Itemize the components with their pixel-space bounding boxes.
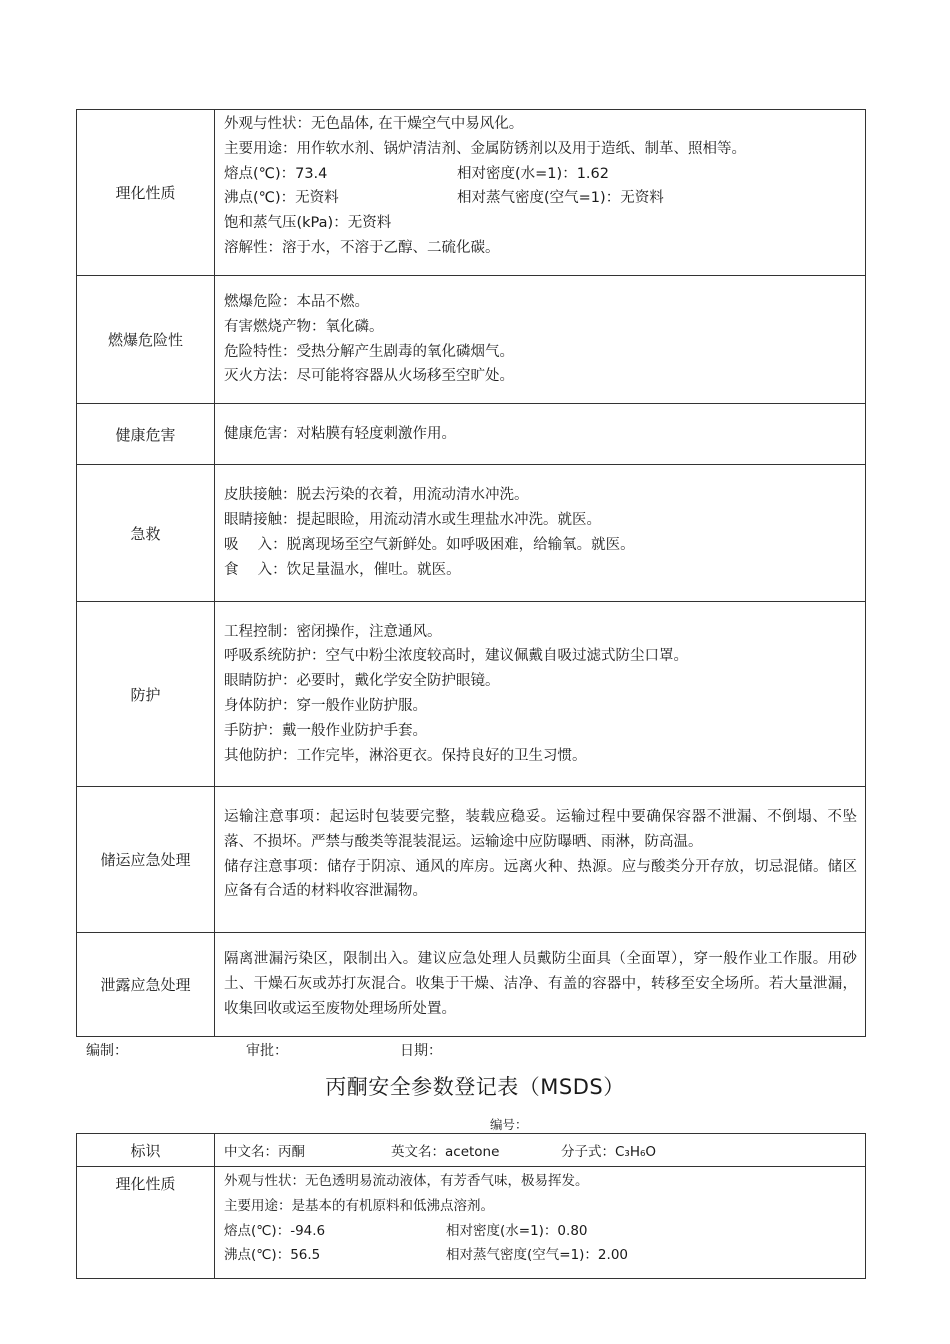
text-line: 有害燃烧产物：氧化磷。 — [224, 318, 384, 335]
vapor-density: 相对蒸气密度(空气=1)：无资料 — [457, 190, 664, 207]
section-content — [215, 404, 866, 465]
msds-table-1 — [76, 109, 866, 1037]
compiled-by-label: 编制： — [86, 1043, 128, 1059]
text-line: 主要用途：用作软水剂、锅炉清洁剂、金属防锈剂以及用于造纸、制革、照相等。 — [224, 140, 746, 157]
melting-point: 熔点(℃)：73.4 — [224, 165, 328, 182]
document-title: 丙酮安全参数登记表（MSDS） — [325, 1075, 625, 1099]
section-label: 防护 — [77, 602, 215, 787]
text-line: 灭火方法：尽可能将容器从火场移至空旷处。 — [224, 368, 514, 385]
text-line: 眼睛防护：必要时，戴化学安全防护眼镜。 — [224, 673, 500, 690]
row-first-aid — [77, 465, 866, 602]
text-line: 皮肤接触：脱去污染的衣着，用流动清水冲洗。 — [224, 487, 529, 504]
molecular-formula: 分子式：C₃H₆O — [561, 1144, 657, 1160]
section-content — [215, 1167, 866, 1279]
text-line: 食 入：饮足量温水，催吐。就医。 — [224, 561, 461, 578]
boiling-point: 沸点(℃)：无资料 — [224, 190, 339, 207]
text-paragraph: 隔离泄漏污染区，限制出入。建议应急处理人员戴防尘面具（全面罩），穿一般作业工作服。用砂土、干燥石灰或苏打灰混合。收集于干燥、洁净、有盖的容器中，转移至安全场所。若大量泄漏，收集回收或运至废物处理场所处置。 — [224, 951, 857, 1017]
section-content — [215, 465, 866, 602]
section-content — [215, 602, 866, 787]
text-line: 饱和蒸气压(kPa)：无资料 — [224, 215, 392, 232]
approved-by-label: 审批： — [246, 1043, 288, 1059]
text-pair — [224, 162, 857, 187]
text-line: 工程控制：密闭操作，注意通风。 — [224, 623, 442, 640]
text-line: 外观与性状：无色透明易流动液体，有芳香气味，极易挥发。 — [224, 1173, 589, 1189]
boiling-point: 沸点(℃)：56.5 — [224, 1247, 321, 1264]
section-content — [215, 1134, 866, 1167]
text-line: 身体防护：穿一般作业防护服。 — [224, 698, 427, 714]
row-storage-transport — [77, 787, 866, 933]
relative-density: 相对密度(水=1)：0.80 — [446, 1222, 588, 1239]
text-pair — [224, 1243, 857, 1268]
text-line: 主要用途：是基本的有机原料和低沸点溶剂。 — [224, 1197, 494, 1214]
row-physical-properties-2 — [77, 1167, 866, 1279]
row-spill-response — [77, 933, 866, 1037]
section-content — [215, 110, 866, 276]
row-fire-hazard — [77, 276, 866, 404]
text-line: 眼睛接触：提起眼睑，用流动清水或生理盐水冲洗。就医。 — [224, 512, 601, 529]
document-number-label: 编号： — [490, 1117, 528, 1132]
date-label: 日期： — [400, 1043, 442, 1059]
section-content — [215, 276, 866, 404]
text-line: 危险特性：受热分解产生剧毒的氧化磷烟气。 — [224, 343, 514, 360]
row-protection — [77, 602, 866, 787]
text-line: 外观与性状：无色晶体, 在干燥空气中易风化。 — [224, 116, 524, 132]
section-label: 理化性质 — [77, 1167, 215, 1279]
text-paragraph: 储存注意事项：储存于阴凉、通风的库房。远离火种、热源。应与酸类分开存放，切忌混储。储区应备有合适的材料收容泄漏物。 — [224, 858, 857, 900]
section-content — [215, 933, 866, 1037]
text-line: 吸 入：脱离现场至空气新鲜处。如呼吸困难，给输氧。就医。 — [224, 537, 635, 553]
section-content — [215, 787, 866, 933]
relative-density: 相对密度(水=1)：1.62 — [457, 165, 609, 182]
section-label: 理化性质 — [77, 110, 215, 276]
text-line: 呼吸系统防护：空气中粉尘浓度较高时，建议佩戴自吸过滤式防尘口罩。 — [224, 648, 688, 665]
row-identification — [77, 1134, 866, 1167]
text-line: 溶解性：溶于水，不溶于乙醇、二硫化碳。 — [224, 239, 500, 256]
text-pair — [224, 186, 857, 211]
section-label: 急救 — [77, 465, 215, 602]
section-label: 储运应急处理 — [77, 787, 215, 933]
section-label: 燃爆危险性 — [77, 276, 215, 404]
msds-table-2 — [76, 1133, 866, 1279]
text-line: 其他防护：工作完毕，淋浴更衣。保持良好的卫生习惯。 — [224, 747, 587, 764]
text-pair — [224, 1219, 857, 1244]
text-paragraph: 运输注意事项：起运时包装要完整，装载应稳妥。运输过程中要确保容器不泄漏、不倒塌、不坠落、不损坏。严禁与酸类等混装混运。运输途中应防曝晒、雨淋，防高温。 — [224, 809, 857, 850]
section-label: 健康危害 — [77, 404, 215, 465]
row-physical-properties — [77, 110, 866, 276]
text-line: 手防护：戴一般作业防护手套。 — [224, 722, 427, 739]
section-label: 标识 — [77, 1134, 215, 1167]
identification-row — [224, 1140, 857, 1160]
text-line: 燃爆危险：本品不燃。 — [224, 293, 369, 310]
text-line: 健康危害：对粘膜有轻度刺激作用。 — [224, 425, 456, 442]
melting-point: 熔点(℃)：-94.6 — [224, 1222, 326, 1239]
chinese-name: 中文名：丙酮 — [224, 1144, 305, 1160]
row-health-hazard — [77, 404, 866, 465]
english-name: 英文名：acetone — [391, 1144, 500, 1160]
vapor-density: 相对蒸气密度(空气=1)：2.00 — [446, 1247, 628, 1264]
section-label: 泄露应急处理 — [77, 933, 215, 1037]
